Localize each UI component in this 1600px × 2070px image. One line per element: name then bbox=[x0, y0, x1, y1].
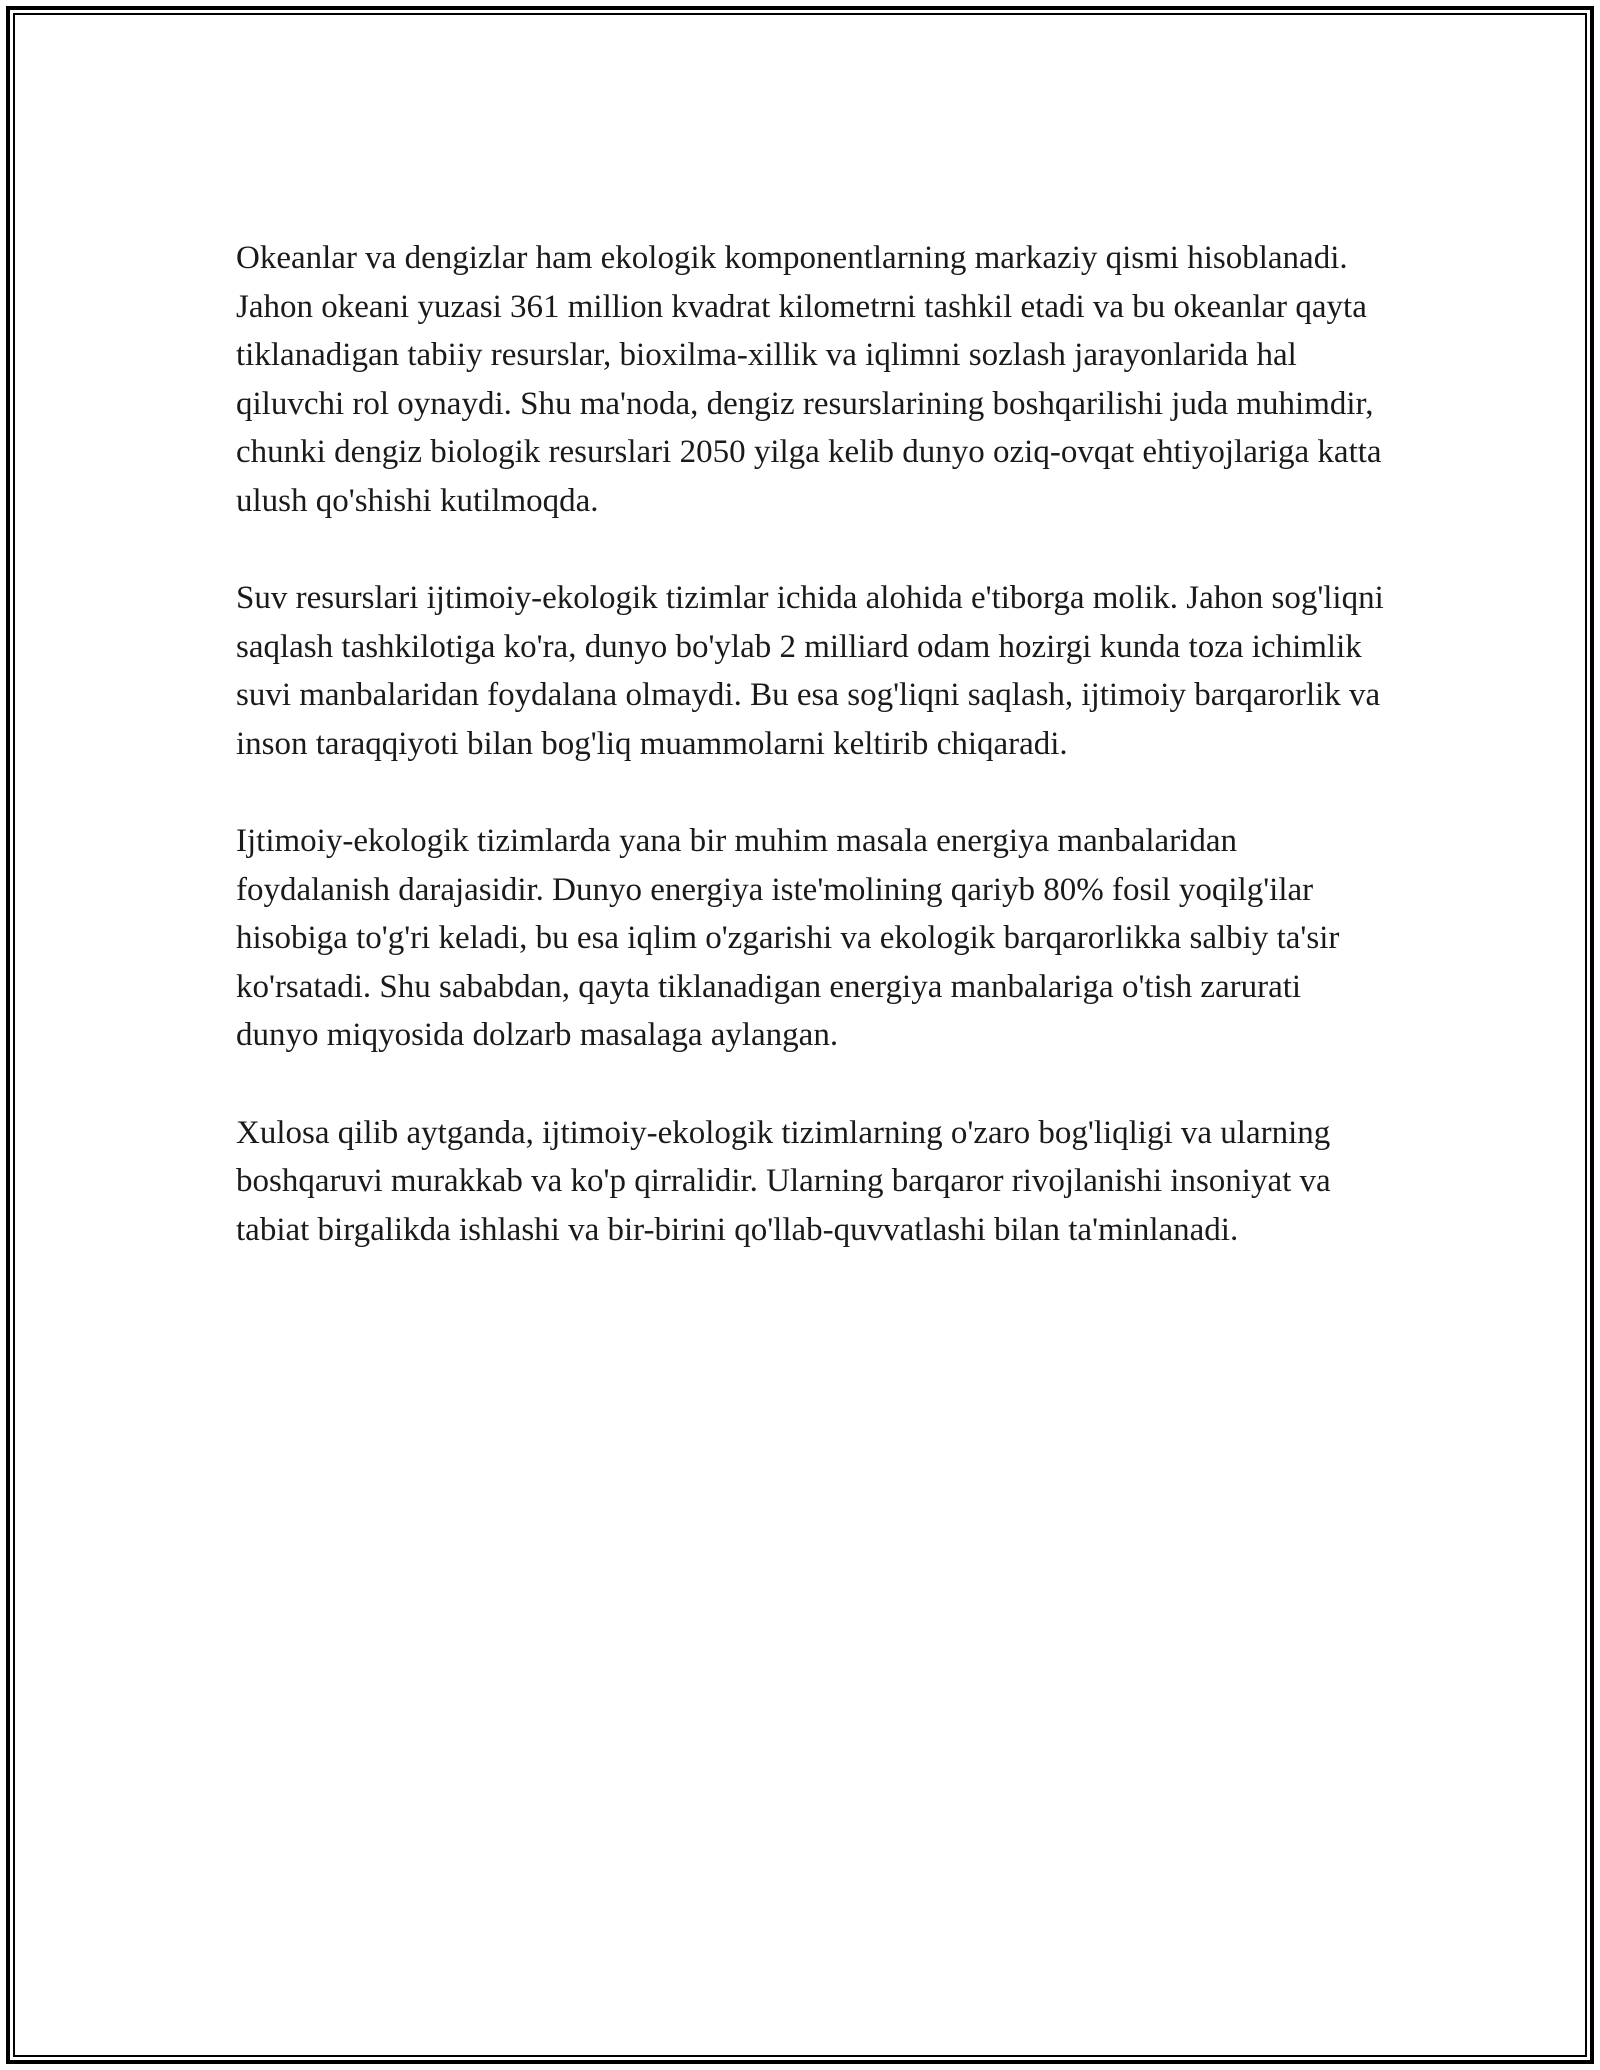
document-body bbox=[236, 234, 1386, 1303]
paragraph-water-resources: Suv resurslari ijtimoiy-ekologik tizimlar ichida alohida e'tiborga molik. Jahon sog'liqni saqlash tashkilotiga ko'ra, dunyo bo'ylab 2 milliard odam hozirgi kunda toza ichimlik suvi manbalaridan foydalana olmaydi. Bu esa sog'liqni saqlash, ijtimoiy barqarorlik va inson taraqqiyoti bilan bog'liq muammolarni keltirib chiqaradi. bbox=[236, 580, 1384, 762]
paragraph-energy: Ijtimoiy-ekologik tizimlarda yana bir muhim masala energiya manbalaridan foydalanish darajasidir. Dunyo energiya iste'molining qariyb 80% fosil yoqilg'ilar hisobiga to'g'ri keladi, bu esa iqlim o'zgarishi va ekologik barqarorlikka salbiy ta'sir ko'rsatadi. Shu sababdan, qayta tiklanadigan energiya manbalariga o'tish zarurati dunyo miqyosida dolzarb masalaga aylangan. bbox=[236, 823, 1340, 1053]
paragraph-conclusion: Xulosa qilib aytganda, ijtimoiy-ekologik tizimlarning o'zaro bog'liqligi va ularning boshqaruvi murakkab va ko'p qirralidir. Ularning barqaror rivojlanishi insoniyat va tabiat birgalikda ishlashi va bir-birini qo'llab-quvvatlashi bilan ta'minlanadi. bbox=[236, 1114, 1331, 1248]
paragraph-oceans: Okeanlar va dengizlar ham ekologik komponentlarning markaziy qismi hisoblanadi. Jahon okeani yuzasi 361 million kvadrat kilometrni tashkil etadi va bu okeanlar qayta tiklanadigan tabiiy resurslar, bioxilma-xillik va iqlimni sozlash jarayonlarida hal qiluvchi rol oynaydi. Shu ma'noda, dengiz resurslarining boshqarilishi juda muhimdir, chunki dengiz biologik resurslari 2050 yilga kelib dunyo oziq-ovqat ehtiyojlariga katta ulush qo'shishi kutilmoqda. bbox=[236, 240, 1382, 519]
